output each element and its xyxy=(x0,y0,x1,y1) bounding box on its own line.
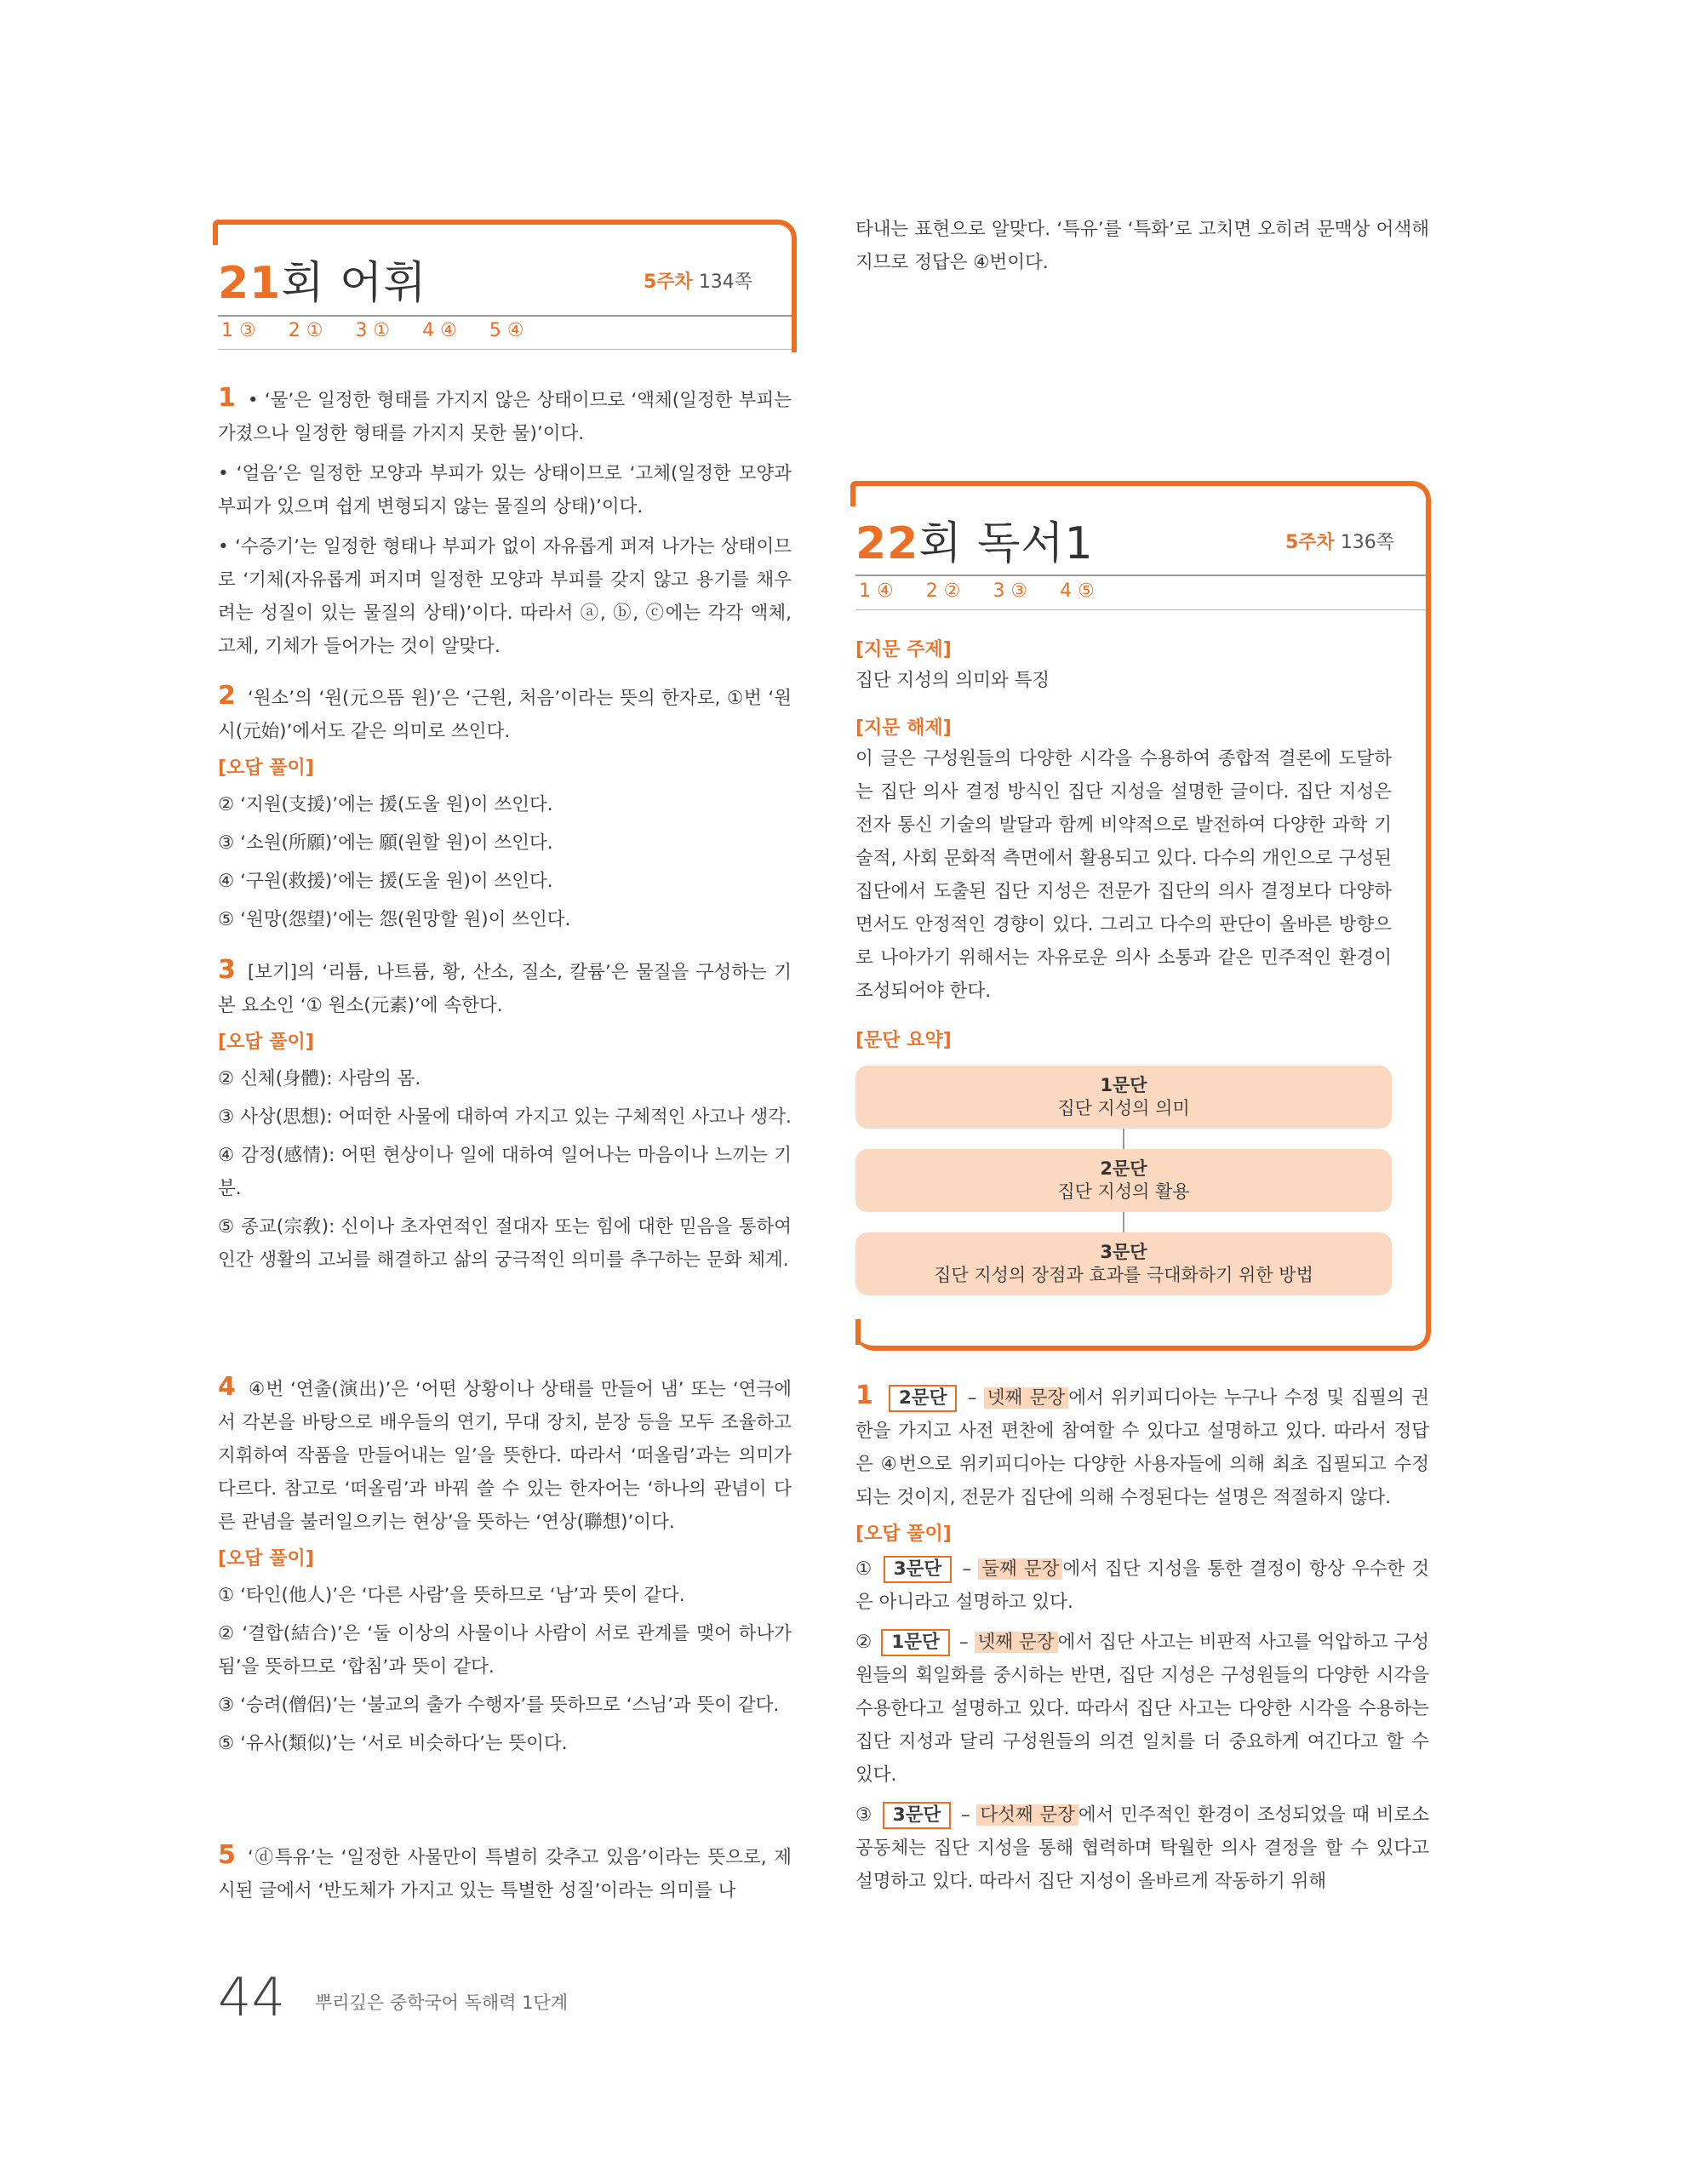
section-22-answers: 1 ④ 2 ② 3 ③ 4 ⑤ xyxy=(859,580,1095,602)
page-number: 44 xyxy=(218,1966,285,2028)
summary-box-3: 3문단 집단 지성의 장점과 효과를 극대화하기 위한 방법 xyxy=(855,1232,1392,1295)
box-bottom-corner xyxy=(855,1319,861,1345)
sentence-highlight: 넷째 문장 xyxy=(984,1387,1068,1409)
s21-q3: 3 [보기]의 ‘리튬, 나트륨, 황, 산소, 질소, 칼륨’은 물질을 구성하는 기본 요소인 ‘① 원소(元素)’에 속한다. [오답 풀이] ② 신체(身體): 사람의 몸. ③ 사상(思想): 어떠한 사물에 대하여 가지고 있는 구체적인 사고나 생각. ④ 감정(感情): 어떤 현상이나 일에 대하여 일어나는 마음이나 느끼는 기분. ⑤ 종교(宗敎): 신이나 초자연적인 절대자 또는 힘에 대한 믿음을 통하여 인간 생활의 고뇌를 해결하고 삶의 궁극적인 의미를 추구하는 문화 체계. xyxy=(218,955,792,1271)
analysis-label: [지문 해제] xyxy=(855,718,952,739)
paragraph-tag: 1문단 xyxy=(881,1629,950,1656)
section-21-week: 5주차 134쪽 xyxy=(644,272,753,293)
section-22-divider-2 xyxy=(855,609,1426,610)
s21-q2: 2 ‘원소’의 ‘원(元으뜸 원)’은 ‘근원, 처음’이라는 뜻의 한자로, ①번 ‘원시(元始)’에서도 같은 의미로 쓰인다. [오답 풀이] ② ‘지원(支援)’에는 援(도울 원)이 쓰인다. ③ ‘소원(所願)’에는 願(원할 원)이 쓰인다. ④ ‘구원(救援)’에는 援(도울 원)이 쓰인다. ⑤ ‘원망(怨望)’에는 怨(원망할 원)이 쓰인다. xyxy=(218,681,792,930)
section-22-divider xyxy=(855,575,1426,576)
s21-q1: 1 • ‘물’은 일정한 형태를 가지지 않은 상태이므로 ‘액체(일정한 부피는 가졌으나 일정한 형태를 가지지 못한 물)’이다. • ‘얼음’은 일정한 모양과 부피가 있는 상태이므로 ‘고체(일정한 모양과 부피가 있으며 쉽게 변형되지 않는 물질의 상태)’이다. • ‘수증기’는 일정한 형태나 부피가 없이 자유롭게 퍼져 나가는 상태이므로 ‘기체(자유롭게 퍼지며 일정한 모양과 부피를 갖지 않고 용기를 채우려는 성질이 있는 물질의 상태)’이다. 따라서 ⓐ, ⓑ, ⓒ에는 각각 액체, 고체, 기체가 들어가는 것이 알맞다. xyxy=(218,383,792,657)
sentence-highlight: 넷째 문장 xyxy=(975,1632,1058,1653)
wrong-answer-label: [오답 풀이] xyxy=(218,758,314,779)
s21-q5: 5 ‘ⓓ특유’는 ‘일정한 사물만이 특별히 갖추고 있음’이라는 뜻으로, 제시된 글에서 ‘반도체가 가지고 있는 특별한 성질’이라는 의미를 나 xyxy=(218,1840,792,1901)
header-corner xyxy=(213,220,218,245)
summary-connector xyxy=(1123,1129,1124,1149)
summary-box-1: 1문단 집단 지성의 의미 xyxy=(855,1066,1392,1129)
paragraph-tag: 3문단 xyxy=(884,1556,953,1583)
topic-text: 집단 지성의 의미와 특징 xyxy=(855,670,1050,691)
s21-q5-continued: 타내는 표현으로 알맞다. ‘특유’를 ‘특화’로 고치면 오히려 문맥상 어색해지므로 정답은 ④번이다. xyxy=(855,219,1429,273)
topic-label: [지문 주제] xyxy=(855,639,952,660)
section-21-divider xyxy=(218,315,792,317)
question-number: 1 xyxy=(855,1381,873,1410)
analysis-text: 이 글은 구성원들의 다양한 시각을 수용하여 종합적 결론에 도달하는 집단 의사 결정 방식인 집단 지성을 설명한 글이다. 집단 지성은 전자 통신 기술의 발달과 함께 비약적으로 발전하여 다양한 과학 기술적, 사회 문화적 측면에서 활용되고 있다. 다수의 개인으로 구성된 집단에서 도출된 집단 지성은 전문가 집단의 의사 결정보다 다양하면서도 안정적인 경향이 있다. 그리고 다수의 판단이 올바른 방향으로 나아가기 위해서는 자유로운 의사 소통과 같은 민주적인 환경이 조성되어야 한다. xyxy=(855,748,1392,1002)
sentence-highlight: 둘째 문장 xyxy=(978,1558,1062,1580)
section-21-title: 21회 어휘 xyxy=(218,258,427,309)
wrong-answer-label: [오답 풀이] xyxy=(855,1524,952,1545)
s22-q1: 1 2문단 – 넷째 문장 에서 위키피디아는 누구나 수정 및 집필의 권한을 가지고 사전 편찬에 참여할 수 있다고 설명하고 있다. 따라서 정답은 ④번으로 위키피디아는 다양한 사용자들에 의해 최초 집필되고 수정되는 것이지, 전문가 집단에 의해 수정된다는 설명은 적절하지 않다. [오답 풀이] ① 3문단 – 둘째 문장 에서 집단 지성을 통한 결정이 항상 우수한 것은 아니라고 설명하고 있다. ② 1문단 – 넷째 문장 에서 집단 사고는 비판적 사고를 억압하고 구성원들의 획일화를 중시하는 반면, 집단 지성은 구성원들의 다양한 시각을 수용한다고 설명하고 있다. 따라서 집단 사고는 다양한 시각을 수용하는 집단 지성과 달리 구성원들의 의견 일치를 더 중요하게 여긴다고 할 수 있다. ③ 3문단 – 다섯째 문장 에서 민주적인 환경이 조성되었을 때 비로소 공동체는 집단 지성을 통해 협력하며 탁월한 의사 결정을 할 수 있다고 설명하고 있다. 따라서 집단 지성이 올바르게 작동하기 위해 xyxy=(855,1381,1430,1892)
question-number: 3 xyxy=(218,955,236,985)
paragraph-tag: 2문단 xyxy=(889,1385,958,1412)
wrong-answer-label: [오답 풀이] xyxy=(218,1548,314,1569)
question-number: 5 xyxy=(218,1840,236,1870)
question-number: 4 xyxy=(218,1372,236,1402)
section-21-answers: 1 ③ 2 ① 3 ① 4 ④ 5 ④ xyxy=(221,320,524,341)
section-22-title: 22회 독서1 xyxy=(855,518,1094,569)
summary-connector xyxy=(1123,1212,1124,1232)
paragraph-tag: 3문단 xyxy=(883,1802,952,1829)
summary-label: [문단 요약] xyxy=(855,1030,952,1051)
question-number: 1 xyxy=(218,383,236,413)
s21-q4: 4 ④번 ‘연출(演出)’은 ‘어떤 상황이나 상태를 만들어 냄’ 또는 ‘연극에서 각본을 바탕으로 배우들의 연기, 무대 장치, 분장 등을 모두 조율하고 지휘하여 작품을 만들어내는 일’을 뜻한다. 따라서 ‘떠올림’과는 의미가 다르다. 참고로 ‘떠올림’과 바꿔 쓸 수 있는 한자어는 ‘하나의 관념이 다른 관념을 불러일으키는 현상’을 뜻하는 ‘연상(聯想)’이다. [오답 풀이] ① ‘타인(他人)’은 ‘다른 사람’을 뜻하므로 ‘남’과 뜻이 같다. ② ‘결합(結合)’은 ‘둘 이상의 사물이나 사람이 서로 관계를 맺어 하나가 됨’을 뜻하므로 ‘합침’과 뜻이 같다. ③ ‘승려(僧侶)’는 ‘불교의 출가 수행자’를 뜻하므로 ‘스님’과 뜻이 같다. ⑤ ‘유사(類似)’는 ‘서로 비슷하다’는 뜻이다. xyxy=(218,1372,792,1754)
book-title: 뿌리깊은 중학국어 독해력 1단계 xyxy=(315,1992,569,2013)
sentence-highlight: 다섯째 문장 xyxy=(976,1804,1078,1826)
section-21-divider-2 xyxy=(218,349,792,350)
question-number: 2 xyxy=(218,681,236,711)
wrong-answer-label: [오답 풀이] xyxy=(218,1032,314,1053)
summary-box-2: 2문단 집단 지성의 활용 xyxy=(855,1149,1392,1212)
header-corner xyxy=(850,481,855,506)
section-22-week: 5주차 136쪽 xyxy=(1285,532,1395,553)
